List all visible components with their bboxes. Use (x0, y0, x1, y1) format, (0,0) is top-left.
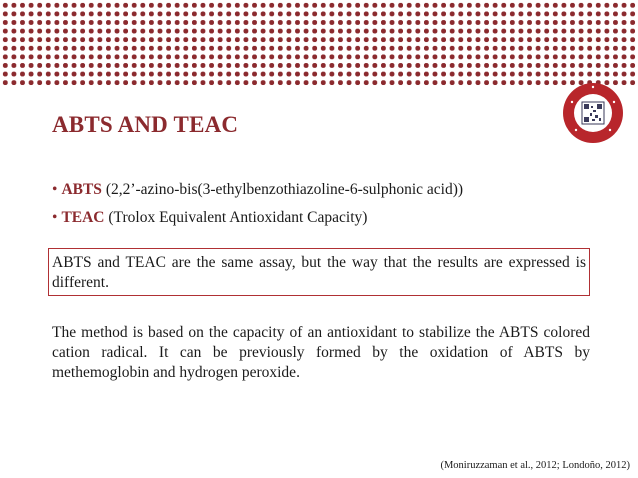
bullet-description: (Trolox Equivalent Antioxidant Capacity) (104, 209, 368, 226)
bullet-list (52, 176, 612, 232)
citation: (Moniruzzaman et al., 2012; Londoño, 2012) (440, 460, 630, 471)
bullet-item-teac (52, 204, 612, 232)
method-paragraph: The method is based on the capacity of an antioxidant to stabilize the ABTS colored cation radical. It can be previously formed by the oxidation of ABTS by methemoglobin and hydrogen peroxide. (52, 324, 590, 381)
bullet-term: ABTS (61, 181, 102, 198)
institute-seal-logo (562, 82, 624, 144)
bullet-description: (2,2’-azino-bis(3-ethylbenzothiazoline-6-sulphonic acid)) (101, 181, 464, 198)
bullet-marker: • (52, 209, 58, 226)
bullet-marker: • (52, 181, 58, 198)
slide-title: ABTS AND TEAC (52, 112, 239, 137)
highlighted-statement-box: ABTS and TEAC are the same assay, but the way that the results are expressed is different. (48, 248, 590, 296)
bullet-term: TEAC (61, 209, 105, 226)
dotted-header-band (0, 0, 638, 86)
bullet-item-abts (52, 176, 612, 204)
